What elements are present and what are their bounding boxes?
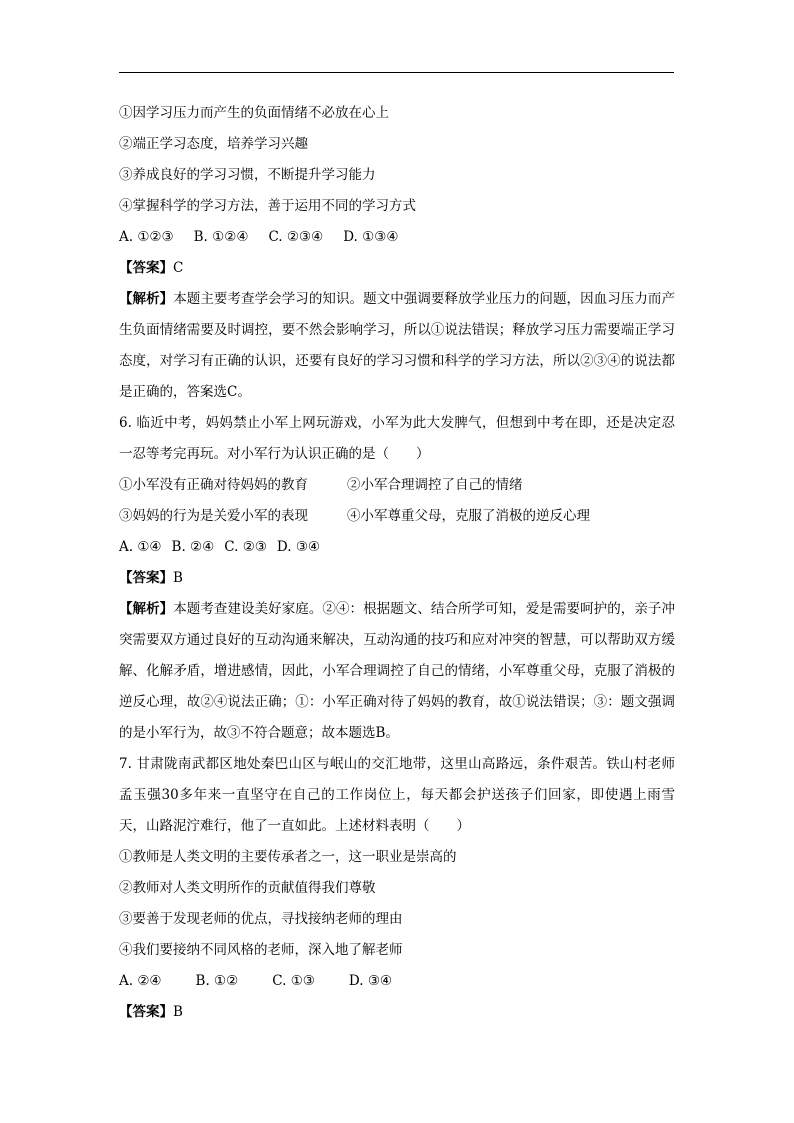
- q6-item-4: ④小军尊重父母，克服了消极的逆反心理: [347, 508, 590, 524]
- q6-option-b: B. ②④: [171, 539, 215, 555]
- q5-options: [119, 222, 675, 253]
- q5-analysis-text: 本题主要考查学会学习的知识。题文中强调要释放学业压力的问题，因血习压力而产生负面情绪需要及时调控，要不然会影响学习，所以①说法错误；释放学习压力需要端正学习态度，对学习有正确的认识，还要有良好的学习习惯和科学的学习方法，所以②③④的说法都是正确的，答案选C。: [119, 291, 675, 400]
- q7-option-d: D. ③④: [348, 973, 393, 989]
- q5-item-2: ②端正学习态度，培养学习兴趣: [119, 136, 308, 152]
- q5-option-a: A. ①②③: [119, 229, 174, 245]
- q6-item-3: ③妈妈的行为是关爱小军的表现: [119, 508, 308, 524]
- q5-item-1: ①因学习压力而产生的负面情绪不必放在心上: [119, 105, 389, 121]
- q6-items-row-2: [119, 501, 675, 532]
- q7-item-4: ④我们要接纳不同风格的老师，深入地了解老师: [119, 942, 403, 958]
- q7-item-1: ①教师是人类文明的主要传承者之一，这一职业是崇高的: [119, 849, 457, 865]
- q6-answer-value: B: [173, 570, 183, 586]
- q7-options: [119, 966, 675, 997]
- q6-analysis-text: 本题考查建设美好家庭。②④：根据题文、结合所学可知，爱是需要呵护的，亲子冲突需要双方通过良好的互动沟通来解决，互动沟通的技巧和应对冲突的智慧，可以帮助双方缓解、化解矛盾，增进感情，因此，小军合理调控了自己的情绪，小军尊重父母，克服了消极的逆反心理，故②④说法正确；①：小军正确对待了妈妈的教育，故①说法错误；③：题文强调的是小军行为，故③不符合题意；故本题选B。: [119, 601, 675, 741]
- q5-option-d: D. ①③④: [343, 229, 399, 245]
- q6-options: [119, 532, 675, 563]
- q6-option-c: C. ②③: [224, 539, 267, 555]
- q7-answer-tag: 【答案】: [119, 1004, 173, 1020]
- q7-answer: [119, 997, 675, 1028]
- q5-answer-value: C: [173, 260, 184, 276]
- q6-answer-tag: 【答案】: [119, 570, 173, 586]
- q7-option-c: C. ①③: [272, 973, 315, 989]
- q7-option-a: A. ②④: [119, 973, 162, 989]
- header-rule: [119, 72, 674, 73]
- q7-stem: 7. 甘肃陇南武都区地处秦巴山区与岷山的交汇地带，这里山高路远，条件艰苦。铁山村老师孟玉强30多年来一直坚守在自己的工作岗位上，每天都会护送孩子们回家，即使遇上雨雪天，山路泥泞难行，他了一直如此。上述材料表明（ ）: [119, 756, 675, 834]
- q5-item-4: ④掌握科学的学习方法，善于运用不同的学习方式: [119, 198, 416, 214]
- q5-option-b: B. ①②④: [193, 229, 249, 245]
- q5-analysis-tag: 【解析】: [119, 291, 174, 307]
- q5-answer: [119, 253, 675, 284]
- q6-analysis: [119, 594, 675, 749]
- q6-item-1: ①小军没有正确对待妈妈的教育: [119, 477, 308, 493]
- q5-item-3: ③养成良好的学习习惯，不断提升学习能力: [119, 167, 376, 183]
- q6-item-2: ②小军合理调控了自己的情绪: [347, 477, 523, 493]
- q7-answer-value: B: [173, 1004, 183, 1020]
- q5-option-c: C. ②③④: [268, 229, 324, 245]
- q6-option-d: D. ③④: [276, 539, 321, 555]
- q7-item-3: ③要善于发现老师的优点，寻找接纳老师的理由: [119, 911, 403, 927]
- document-body: [119, 98, 675, 1028]
- q5-analysis: [119, 284, 675, 408]
- q6-answer: [119, 563, 675, 594]
- q6-analysis-tag: 【解析】: [119, 601, 174, 617]
- q7-option-b: B. ①②: [195, 973, 239, 989]
- q7-item-2: ②教师对人类文明所作的贡献值得我们尊敬: [119, 880, 376, 896]
- q6-stem: 6. 临近中考，妈妈禁止小军上网玩游戏，小军为此大发脾气，但想到中考在即，还是决定忍一忍等考完再玩。对小军行为认识正确的是（ ）: [119, 415, 675, 462]
- q6-items-row-1: [119, 470, 675, 501]
- q6-option-a: A. ①④: [119, 539, 162, 555]
- q5-answer-tag: 【答案】: [119, 260, 173, 276]
